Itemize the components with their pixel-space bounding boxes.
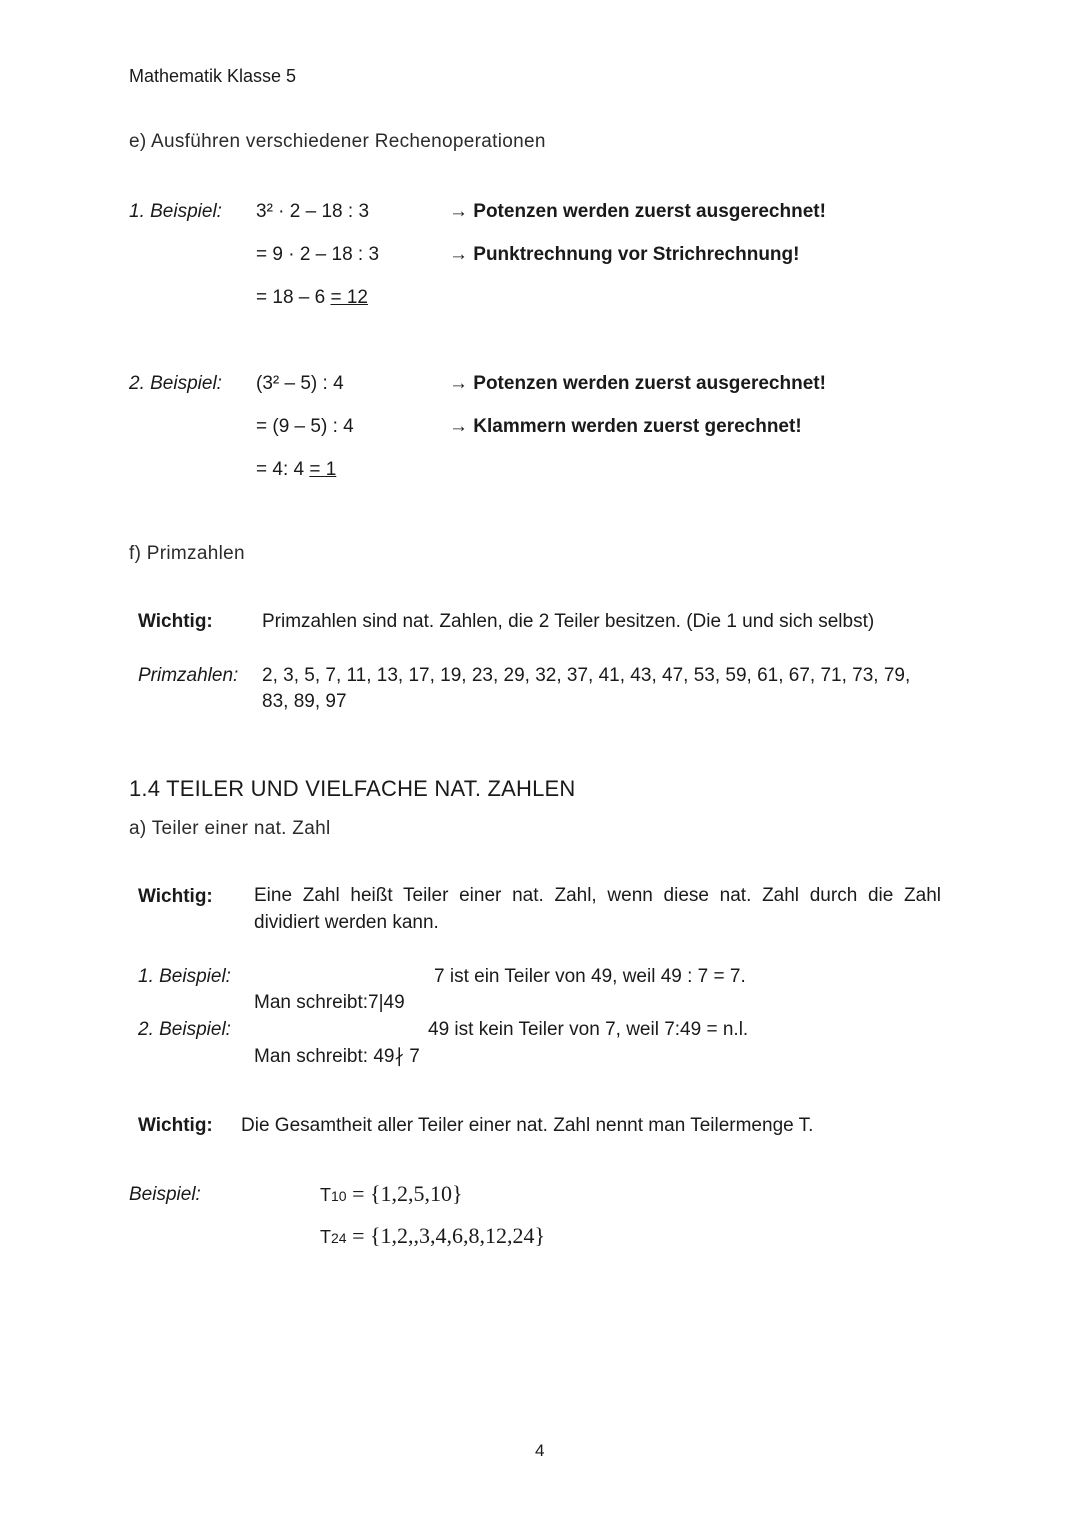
example-1-line-3-prefix: = 18 – 6 [256, 287, 331, 308]
example-2-note-2: → Klammern werden zuerst gerechnet! [449, 416, 802, 437]
t10-subscript: 10 [331, 1188, 347, 1204]
t24-set: = {1,2,,3,4,6,8,12,24} [346, 1223, 546, 1248]
divisor-example-1-text: 7 ist ein Teiler von 49, weil 49 : 7 = 7. [434, 966, 746, 987]
divisor-set-t10 [320, 1181, 463, 1207]
primes-list-line-1: 2, 3, 5, 7, 11, 13, 17, 19, 23, 29, 32, 37, 41, 43, 47, 53, 59, 61, 67, 71, 73, 79, [262, 665, 911, 686]
primes-list-line-2: 83, 89, 97 [262, 691, 347, 712]
primes-definition: Primzahlen sind nat. Zahlen, die 2 Teiler besitzen. (Die 1 und sich selbst) [262, 611, 875, 632]
example-1-line-1: 3² · 2 – 18 : 3 [256, 201, 370, 222]
example-2-line-1: (3² – 5) : 4 [256, 373, 344, 394]
example-2-result: = 1 [309, 459, 337, 480]
divisor-set-example-label: Beispiel: [129, 1184, 201, 1205]
t24-subscript: 24 [331, 1230, 347, 1246]
section-e-title: e) Ausführen verschiedener Rechenoperationen [129, 131, 546, 152]
page-number: 4 [535, 1441, 545, 1460]
t10-symbol: T [320, 1185, 331, 1205]
divisor-set-definition: Die Gesamtheit aller Teiler einer nat. Zahl nennt man Teilermenge T. [241, 1115, 814, 1136]
divisor-example-2-notation: Man schreibt: 49∤ 7 [254, 1046, 420, 1067]
example-1-label: 1. Beispiel: [129, 201, 222, 222]
divisor-example-2-label: 2. Beispiel: [138, 1019, 231, 1040]
example-1-line-3 [256, 287, 368, 309]
subsection-a-title: a) Teiler einer nat. Zahl [129, 818, 331, 839]
primes-label: Primzahlen: [138, 665, 239, 686]
divisor-example-1-notation: Man schreibt:7|49 [254, 992, 405, 1013]
example-1-note-2: → Punktrechnung vor Strichrechnung! [449, 244, 800, 265]
example-2-line-3 [256, 459, 336, 481]
example-2-line-2: = (9 – 5) : 4 [256, 416, 354, 437]
example-2-line-3-prefix: = 4: 4 [256, 459, 310, 480]
divisor-set-t24 [320, 1223, 545, 1249]
section-f-title: f) Primzahlen [129, 543, 245, 564]
divisor-example-1-label: 1. Beispiel: [138, 966, 231, 987]
divisor-set-wichtig-label: Wichtig: [138, 1115, 213, 1136]
example-1-result: = 12 [330, 287, 368, 308]
divisor-wichtig-label: Wichtig: [138, 886, 213, 907]
t24-symbol: T [320, 1227, 331, 1247]
example-2-label: 2. Beispiel: [129, 373, 222, 394]
primes-wichtig-label: Wichtig: [138, 611, 213, 632]
divisor-example-2-text: 49 ist kein Teiler von 7, weil 7:49 = n.l. [428, 1019, 749, 1040]
example-1-note-1: → Potenzen werden zuerst ausgerechnet! [449, 201, 826, 222]
example-1-line-2: = 9 · 2 – 18 : 3 [256, 244, 380, 265]
t10-set: = {1,2,5,10} [346, 1181, 463, 1206]
page-header-title: Mathematik Klasse 5 [129, 66, 297, 86]
divisor-definition: Eine Zahl heißt Teiler einer nat. Zahl, wenn diese nat. Zahl durch die Zahl dividiert werden kann. [254, 885, 941, 933]
chapter-heading: 1.4 TEILER UND VIELFACHE NAT. ZAHLEN [129, 776, 576, 801]
example-2-note-1: → Potenzen werden zuerst ausgerechnet! [449, 373, 826, 394]
